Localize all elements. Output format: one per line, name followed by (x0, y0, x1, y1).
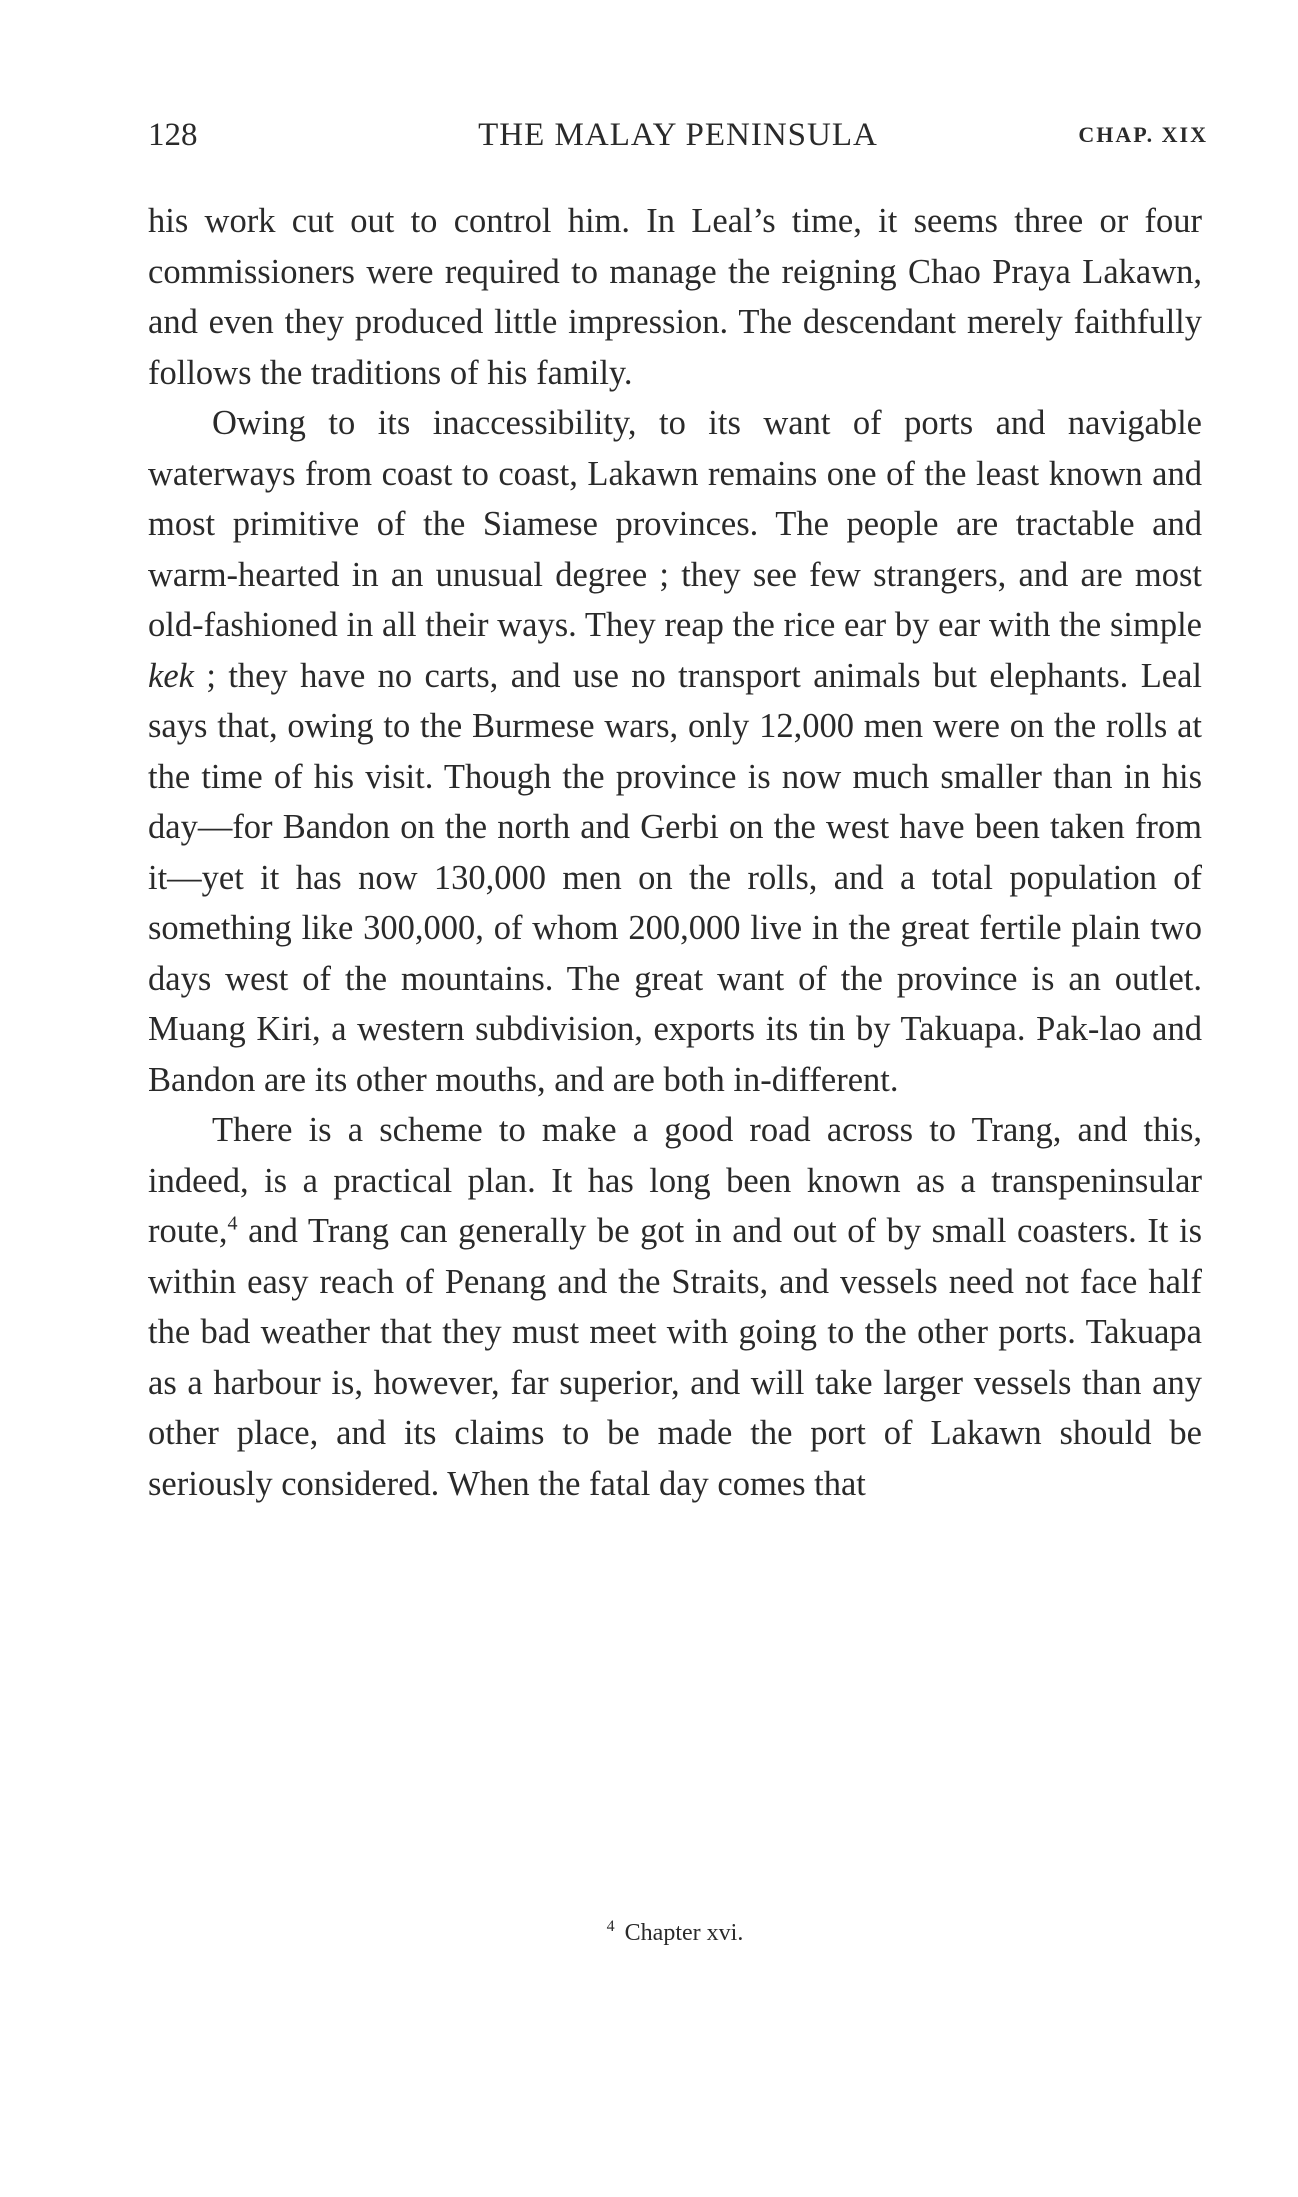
paragraph-text: ; they have no carts, and use no transport animals but elephants. Leal says that, owing to the Burmese wars, only 12,000 men were on the rolls at the time of his visit. Though the province is now much smaller than in his day—for Bandon on the north and Gerbi on the west have been taken from it—yet it has now 130,000 men on the rolls, and a total population of something like 300,000, of whom 200,000 live in the great fertile plain two days west of the mountains. The great want of the province is an outlet. Muang Kiri, a western subdivision, exports its tin by Takuapa. Pak-lao and Bandon are its other mouths, and are both in-different. (148, 656, 1202, 1099)
footnote-text: Chapter xvi. (624, 1920, 744, 1946)
running-title: THE MALAY PENINSULA (478, 117, 878, 153)
footnote-mark: 4 (606, 1918, 615, 1935)
footnote-reference: 4 (227, 1212, 238, 1235)
paragraph-text: his work cut out to control him. In Leal’s time, it seems three or four commissioners were required to manage the reigning Chao Praya Lakawn, and even they produced little impression. The descendant merely faithfully follows the traditions of his family. (148, 202, 1202, 392)
paragraph-text: Owing to its inaccessibility, to its want of ports and navigable waterways from coast to coast, Lakawn remains one of the least known and most primitive of the Siamese provinces. The people are tractable and warm-hearted in an unusual degree ; they see few strangers, and are most old-fashioned in all their ways. They reap the rice ear by ear with the simple (148, 404, 1202, 644)
page-number: 128 (148, 117, 198, 153)
footnote (148, 1910, 1202, 1950)
body-text (148, 196, 1202, 1509)
paragraph-text: and Trang can generally be got in and out of by small coasters. It is within easy reach of Penang and the Straits, and vessels need not face half the bad weather that they must meet with going to the other ports. Takuapa as a harbour is, however, far superior, and will take larger vessels than any other place, and its claims to be made the port of Lakawn should be seriously considered. When the fatal day comes that (148, 1212, 1202, 1503)
chapter-reference: CHAP. XIX (1078, 122, 1208, 147)
paragraph-text: There is a scheme to make a good road across to Trang, and this, indeed, is a practical plan. It has long been known as a transpeninsular route, (148, 1111, 1202, 1250)
paragraph-trang-road (148, 1105, 1202, 1509)
paragraph-continuation (148, 196, 1202, 398)
running-header (148, 110, 1208, 160)
paragraph-lakawn-description (148, 398, 1202, 1105)
italic-term: kek (148, 656, 194, 695)
